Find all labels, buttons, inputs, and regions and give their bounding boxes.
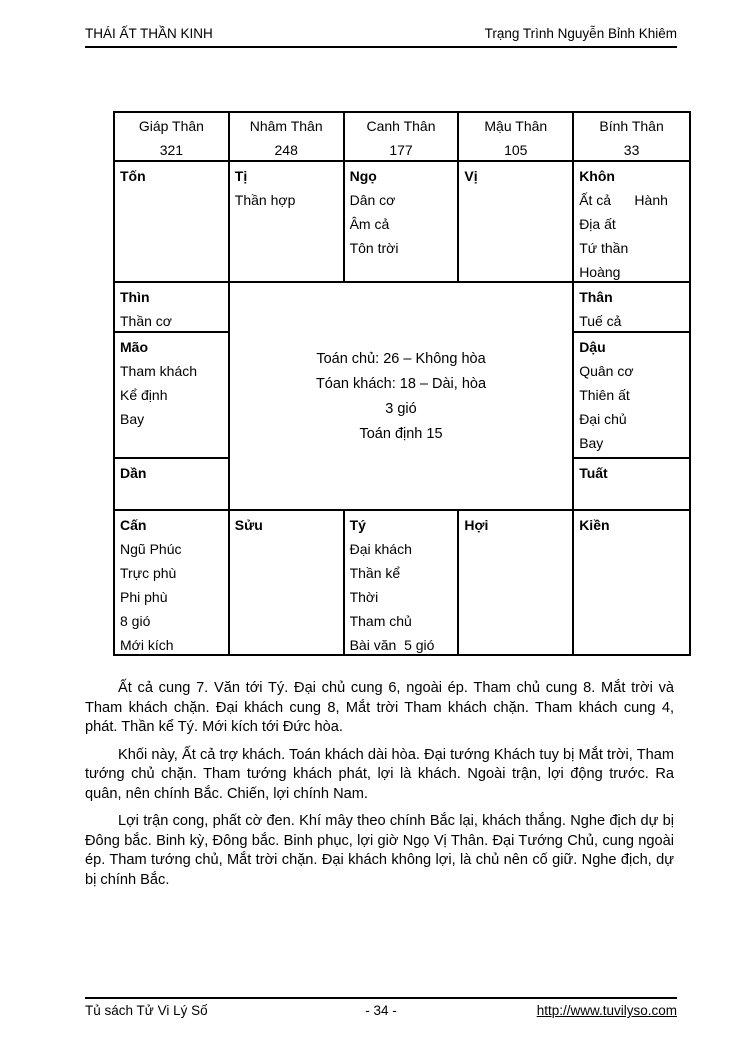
palace-line: Âm cả [349, 216, 390, 232]
year-column-giap-than [115, 113, 230, 162]
year-name: Mậu Thân [484, 118, 548, 134]
palace-cell-than [574, 283, 689, 333]
year-column-canh-than [345, 113, 460, 162]
palace-line: Ngũ Phúc [120, 541, 182, 557]
palace-label: Tý [349, 517, 366, 533]
palace-line: Bay [579, 435, 604, 451]
year-value: 177 [389, 142, 413, 158]
year-column-binh-than [574, 113, 689, 162]
paragraph: Lợi trận cong, phất cờ đen. Khí mây theo chính Bắc lại, khách thắng. Nghe địch dự bị Đông bắc. Binh kỳ, Đông bắc. Binh phục, lợi giờ Ngọ Vị Thân. Đại Tướng Chủ, cung ngoài ép. Tham tướng chủ, Mắt trời chặn. Đại khách không lợi, là chủ nên cố giữ. Nghe địch, dự bị chính Bắc. [85, 813, 674, 888]
palace-cell-ton [115, 162, 230, 283]
palace-cell-dau [574, 333, 689, 459]
year-name: Canh Thân [366, 118, 436, 134]
palace-line: Quân cơ [579, 363, 634, 379]
palace-label: Dậu [579, 339, 606, 355]
palace-cell-suu [230, 511, 345, 654]
thai-at-chart-table [113, 111, 691, 656]
palace-cell-ngo [345, 162, 460, 283]
palace-cell-thin [115, 283, 230, 333]
palace-line: Đại khách [349, 541, 412, 557]
author-name: Trạng Trình Nguyễn Bỉnh Khiêm [484, 26, 677, 41]
palace-label: Tốn [120, 168, 146, 184]
palace-label: Sửu [234, 517, 263, 533]
year-name: Giáp Thân [138, 118, 204, 134]
palace-label: Mão [120, 339, 148, 355]
palace-line: Thần hợp [234, 192, 296, 208]
year-column-nham-than [230, 113, 345, 162]
summary-line: Tóan khách: 18 – Dài, hòa [315, 376, 487, 392]
palace-line: Trực phù [120, 565, 177, 581]
palace-cell-mao [115, 333, 230, 459]
palace-line: Đại chủ [579, 411, 627, 427]
page-footer [85, 997, 677, 1018]
page-header [85, 26, 677, 48]
palace-line: Mới kích [120, 637, 174, 653]
palace-label: Thìn [120, 289, 150, 305]
palace-cell-hoi [459, 511, 574, 654]
summary-line: 3 gió [385, 401, 417, 417]
palace-label: Cấn [120, 517, 147, 533]
palace-label: Vị [464, 168, 478, 184]
website-link[interactable]: http://www.tuvilyso.com [536, 1003, 677, 1018]
summary-line: Toán định 15 [359, 426, 443, 442]
year-value: 248 [274, 142, 298, 158]
palace-line: Hoàng [579, 264, 621, 280]
palace-label: Kiền [579, 517, 610, 533]
year-value: 33 [623, 142, 640, 158]
palace-label: Hợi [464, 517, 489, 533]
palace-cell-can [115, 511, 230, 654]
palace-cell-dan [115, 459, 230, 511]
palace-line: Thiên ất [579, 387, 630, 403]
palace-cell-vi [459, 162, 574, 283]
palace-label: Tuất [579, 465, 608, 481]
year-column-mau-than [459, 113, 574, 162]
palace-line: Thời [349, 589, 379, 605]
year-name: Nhâm Thân [249, 118, 323, 134]
palace-label: Khôn [579, 168, 615, 184]
palace-label: Thân [579, 289, 613, 305]
paragraph: Ất cả cung 7. Văn tới Tý. Đại chủ cung 6, ngoài ép. Tham chủ cung 8. Mắt trời và Tham khách chặn. Đại khách cung 8, Mắt trời Tham khách chặn. Tham khách cung 4, phát. Thần kể Tý. Mới kích tới Đức hòa. [85, 680, 674, 735]
palace-line: Tôn trời [349, 240, 399, 256]
palace-line: Thần cơ [120, 313, 172, 329]
palace-label: Dần [120, 465, 147, 481]
series-title: Tủ sách Tử Vi Lý Số [85, 1003, 208, 1018]
chart-center-summary [230, 283, 574, 511]
palace-line: Dân cơ [349, 192, 396, 208]
palace-cell-ti [230, 162, 345, 283]
palace-line: Tứ thần [579, 240, 629, 256]
palace-cell-ty [345, 511, 460, 654]
year-value: 321 [159, 142, 184, 158]
palace-line: Tuế cả [579, 313, 622, 329]
palace-line: Kể định [120, 387, 168, 403]
palace-line: Bay [120, 411, 145, 427]
palace-line: Bài văn 5 gió [349, 637, 435, 653]
palace-label: Ngọ [349, 168, 377, 184]
book-title: THÁI ẤT THẦN KINH [85, 26, 213, 41]
palace-cell-kien [574, 511, 689, 654]
palace-line: Thần kể [349, 565, 401, 581]
page-number: - 34 - [365, 1003, 397, 1018]
summary-line: Toán chủ: 26 – Không hòa [316, 351, 486, 367]
palace-cell-khon [574, 162, 689, 283]
year-name: Bính Thân [599, 118, 664, 134]
palace-line: 8 gió [120, 613, 151, 629]
paragraph: Khối này, Ất cả trợ khách. Toán khách dài hòa. Đại tướng Khách tuy bị Mắt trời, Tham tướng chủ chặn. Tham tướng khách phát, lợi là khách. Ngoài trận, lợi động trước. Ra quân, nên chính Bắc. Chiến, lợi chính Nam. [85, 746, 674, 802]
palace-line: Ất cả Hành [579, 192, 668, 208]
commentary-text [85, 679, 674, 898]
palace-cell-tuat [574, 459, 689, 511]
year-value: 105 [504, 142, 528, 158]
palace-line: Địa ất [579, 216, 616, 232]
palace-line: Tham chủ [349, 613, 412, 629]
palace-line: Phi phù [120, 589, 168, 605]
palace-line: Tham khách [120, 363, 198, 379]
palace-label: Tị [234, 168, 248, 184]
